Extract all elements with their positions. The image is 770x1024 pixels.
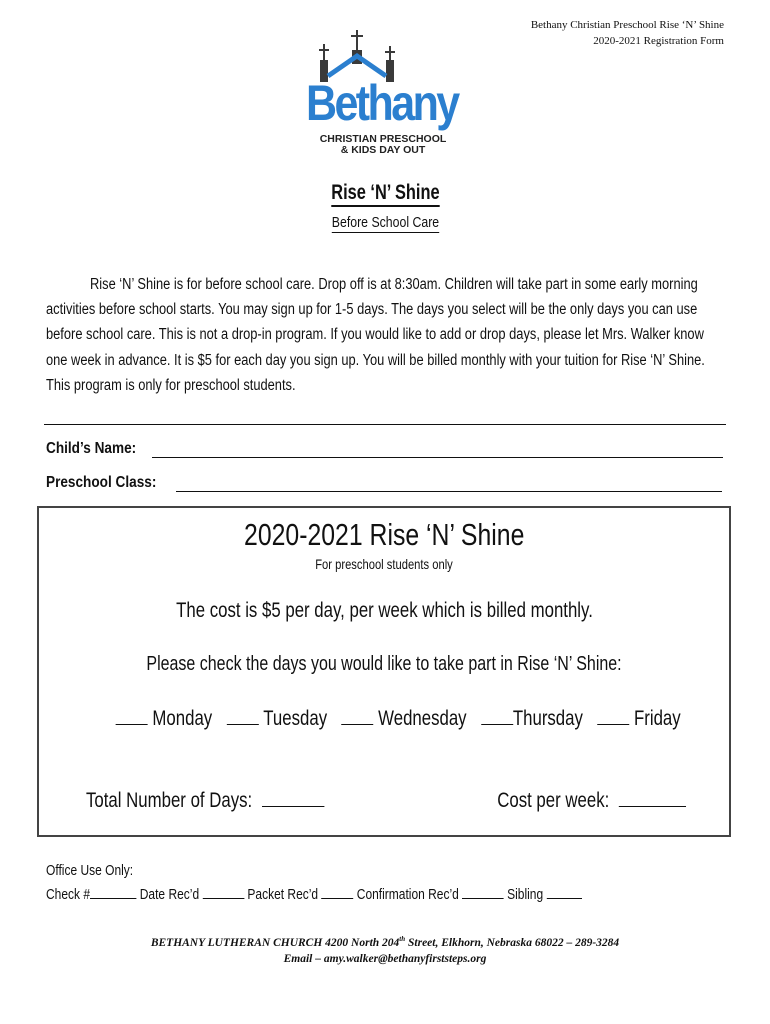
header-line-1: Bethany Christian Preschool Rise ‘N’ Shine [530,19,724,31]
wednesday-check-line[interactable] [341,723,373,725]
page-title [0,181,770,207]
footer-email: Email – amy.walker@bethanyfirststeps.org [283,952,487,965]
box-subtitle: For preschool students only [315,556,453,572]
day-option-friday[interactable] [597,707,680,731]
packet-received-label: Packet Rec’d [247,886,319,903]
footer-address: BETHANY LUTHERAN CHURCH 4200 North 204th Street, Elkhorn, Nebraska 68022 – 289-3284 [150,935,620,949]
day-option-tuesday[interactable] [226,707,327,731]
friday-check-line[interactable] [597,723,629,725]
logo-wordmark: Bethany [306,75,458,131]
packet-received-blank[interactable] [321,897,353,899]
sibling-blank[interactable] [546,897,581,899]
day-option-monday[interactable] [116,707,213,731]
office-use-row [46,883,582,907]
logo-subtitle [308,134,458,156]
preschool-class-field[interactable] [46,474,722,492]
office-use-section [46,859,716,907]
cost-per-week-blank[interactable] [619,805,686,807]
monday-label: Monday [152,707,213,730]
child-name-field[interactable] [46,440,723,458]
header-note [531,17,724,49]
registration-box [37,506,731,837]
child-name-label: Child’s Name: [46,440,137,457]
tuesday-check-line[interactable] [226,723,258,725]
bethany-logo [300,28,470,158]
office-use-heading: Office Use Only: [46,862,134,879]
header-line-2: 2020-2021 Registration Form [593,35,724,47]
divider-line [44,424,726,425]
total-days-field[interactable] [86,789,384,813]
page-title-text: Rise ‘N’ Shine [331,181,439,207]
box-title: 2020-2021 Rise ‘N’ Shine [243,517,525,552]
check-number-label: Check # [46,886,91,903]
box-check-instructions: Please check the days you would like to take part in Rise ‘N’ Shine: [146,653,622,675]
day-option-thursday[interactable] [481,707,583,731]
child-name-blank[interactable] [152,443,723,458]
wednesday-label: Wednesday [378,707,467,730]
check-number-blank[interactable] [90,897,136,899]
page-subtitle-text: Before School Care [331,214,439,231]
total-days-blank[interactable] [262,805,324,807]
footer [0,931,770,967]
cost-per-week-field[interactable] [450,789,686,813]
preschool-class-label: Preschool Class: [46,474,157,491]
date-received-blank[interactable] [202,897,244,899]
days-selection-row [39,707,729,731]
page-subtitle [0,214,770,233]
logo-sub-line-2: & KIDS DAY OUT [340,144,426,156]
friday-label: Friday [633,707,681,730]
confirmation-received-blank[interactable] [462,897,504,899]
date-received-label: Date Rec’d [139,886,200,903]
intro-paragraph: Rise ‘N’ Shine is for before school care. Drop off is at 8:30am. Children will take part in some early morning activities before school starts. You may sign up for 1-5 days. The days you select will be the only days you can use before school care. This is not a drop-in program. If you would like to add or drop days, please let Mrs. Walker know one week in advance. It is $5 for each day you sign up. You will be billed monthly with your tuition for Rise ‘N’ Shine. This program is only for preschool students. [46,276,705,394]
thursday-check-line[interactable] [481,723,513,725]
tuesday-label: Tuesday [263,707,328,730]
logo-sub-line-1: CHRISTIAN PRESCHOOL [319,133,447,145]
thursday-label: Thursday [512,707,583,730]
preschool-class-blank[interactable] [176,477,722,492]
box-cost-text: The cost is $5 per day, per week which is billed monthly. [175,599,593,622]
cost-per-week-label: Cost per week: [497,789,610,812]
day-option-wednesday[interactable] [341,707,466,731]
total-days-label: Total Number of Days: [86,789,253,812]
monday-check-line[interactable] [116,723,148,725]
sibling-label: Sibling [507,886,544,903]
confirmation-received-label: Confirmation Rec’d [356,886,459,903]
